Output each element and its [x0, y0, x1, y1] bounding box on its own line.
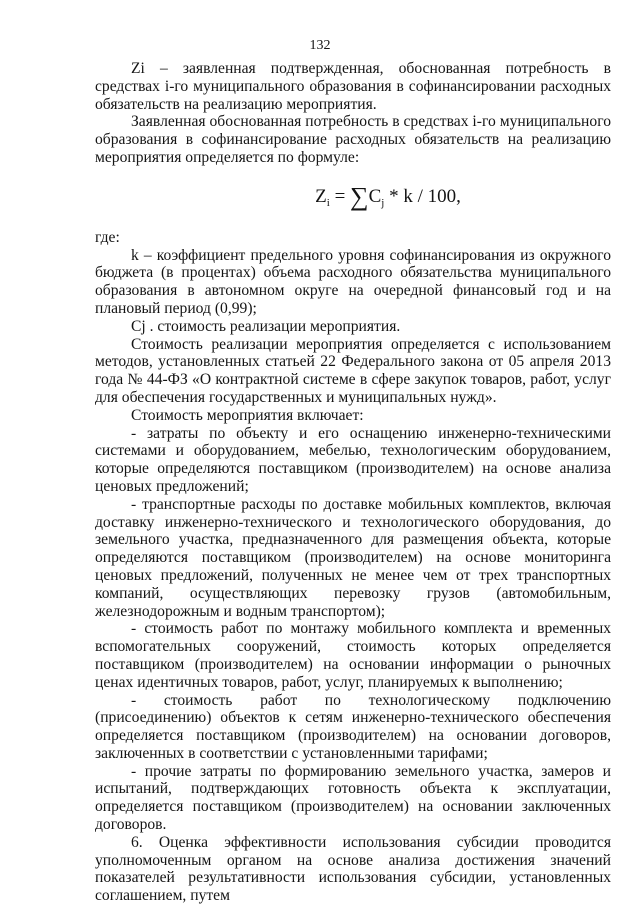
list-item-installation-costs: - стоимость работ по монтажу мобильного комплекта и временных вспомогательных сооружений, стоимость которых определяется поставщиком (производителем) на основании информации о рыночных ценах идентичных товаров, работ, услуг, планируемых к выполнению;	[95, 620, 611, 691]
paragraph-cost-method: Стоимость реализации мероприятия определяется с использованием методов, установленных статьей 22 Федерального закона от 05 апреля 2013 года № 44-ФЗ «О контрактной системе в сфере закупок товаров, работ, услуг для обеспечения государственных и муниципальных нужд».	[95, 335, 611, 406]
paragraph-cj-definition: Cj . стоимость реализации мероприятия.	[131, 317, 401, 335]
paragraph-cost-includes: Стоимость мероприятия включает:	[131, 406, 364, 424]
document-body	[95, 60, 611, 905]
formula-equals: =	[329, 185, 351, 207]
paragraph-k-definition: k – коэффициент предельного уровня софинансирования из окружного бюджета (в процентах) объема расходного обязательства муниципального образования в автономном округе на очередной финансовый год и на плановый период (0,99);	[95, 246, 611, 317]
formula-rest: * k / 100,	[384, 185, 461, 207]
formula-term-subscript: j	[381, 196, 385, 209]
formula-lhs: Z	[315, 185, 327, 207]
where-label: где:	[95, 228, 120, 246]
formula-term: C	[368, 185, 382, 207]
list-item-connection-costs: - стоимость работ по технологическому подключению (присоединению) объектов к сетям инженерно-технического обеспечения определяется поставщиком (производителем) на основании договоров, заключенных в соответствии с установленными тарифами;	[95, 691, 611, 762]
paragraph-formula-intro: Заявленная обоснованная потребность в средствах i-го муниципального образования в софинансирование расходных обязательств на реализацию мероприятия определяется по формуле:	[95, 113, 611, 166]
page-number: 132	[309, 38, 331, 53]
list-item-transport-costs: - транспортные расходы по доставке мобильных комплектов, включая доставку инженерно-технического и технологического оборудования, до земельного участка, предназначенного для размещения объекта, которые определяются поставщиком (производителем) на основе мониторинга ценовых предложений, полученных не менее чем от трех транспортных компаний, осуществляющих перевозку грузов (автомобильным, железнодорожным и водным транспортом);	[95, 495, 611, 620]
formula-sigma-symbol: ∑	[350, 181, 369, 211]
formula	[165, 181, 611, 215]
paragraph-efficiency-evaluation: 6. Оценка эффективности использования субсидии проводится уполномоченным органом на основе анализа достижения значений показателей результативности использования субсидии, установленных соглашением, путем	[95, 833, 611, 905]
list-item-other-costs: - прочие затраты по формированию земельного участка, замеров и испытаний, подтверждающих готовность объекта к эксплуатации, определяется поставщиком (производителем) на основании заключенных договоров.	[95, 762, 611, 834]
list-item-equipment-costs: - затраты по объекту и его оснащению инженерно-техническими системами и оборудованием, мебелью, технологическим оборудованием, которые определяются поставщиком (производителем) на основе анализа ценовых предложений;	[95, 424, 611, 495]
paragraph-zi-definition: Zi – заявленная подтвержденная, обоснованная потребность в средствах i-го муниципального образования в софинансировании расходных обязательств на реализацию мероприятия.	[95, 60, 611, 113]
formula-lhs-subscript: i	[326, 196, 330, 209]
